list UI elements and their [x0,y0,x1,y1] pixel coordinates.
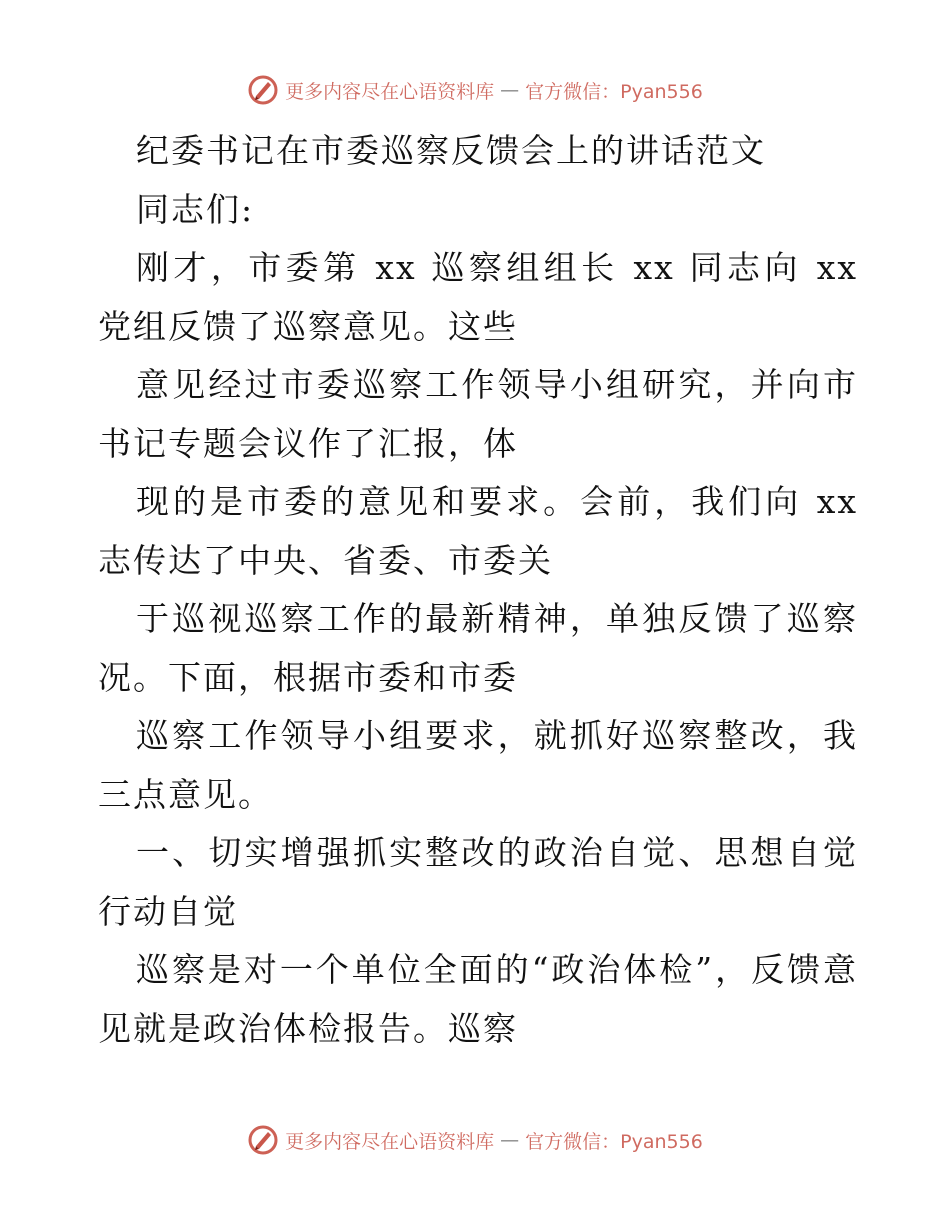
text-line: 一、切实增强抓实整改的政治自觉、思想自觉 [136,833,858,872]
logo-icon [247,1124,279,1156]
text-line: 见就是政治体检报告。巡察 [98,1008,518,1048]
watermark-wechat: 官方微信：Pyan556 [525,1130,703,1153]
watermark-separator: — [500,79,520,101]
text-line: 巡察是对一个单位全面的“政治体检”，反馈意 [136,950,858,989]
header-watermark [0,70,950,110]
text-line: 刚才，市委第 xx 巡察组组长 xx 同志向 xx [136,248,858,287]
text-line: 志传达了中央、省委、市委关 [98,540,553,580]
watermark-wechat: 官方微信：Pyan556 [525,80,703,103]
text-line: 意见经过市委巡察工作领导小组研究，并向市 [136,365,858,404]
text-line: 于巡视巡察工作的最新精神，单独反馈了巡察 [136,599,858,638]
text-line: 况。下面，根据市委和市委 [98,657,518,697]
watermark-text: 更多内容尽在心语资料库 [285,80,495,103]
text-line: 同志们: [136,189,255,229]
document-body [98,122,858,1058]
footer-watermark [0,1120,950,1160]
text-line: 三点意见。 [98,774,273,814]
text-line: 书记专题会议作了汇报，体 [98,423,518,463]
document-title: 纪委书记在市委巡察反馈会上的讲话范文 [136,131,766,170]
watermark-text: 更多内容尽在心语资料库 [285,1130,495,1153]
text-line: 行动自觉 [98,891,238,931]
watermark-separator: — [500,1129,520,1151]
text-line: 现的是市委的意见和要求。会前，我们向 xx [136,482,858,521]
logo-icon [247,74,279,106]
text-line: 巡察工作领导小组要求，就抓好巡察整改，我 [136,716,858,755]
text-line: 党组反馈了巡察意见。这些 [98,306,518,346]
